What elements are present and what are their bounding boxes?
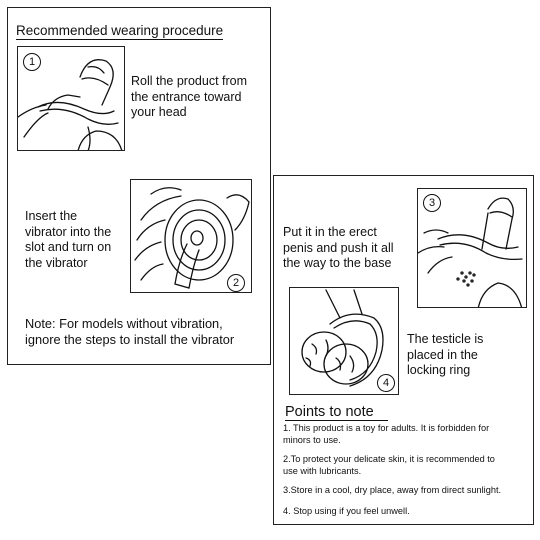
step1-illustration — [17, 46, 125, 151]
step3-number-badge: 3 — [423, 194, 441, 212]
step3-illustration — [417, 188, 527, 308]
step4-number-badge: 4 — [377, 374, 395, 392]
step4-illustration — [289, 287, 399, 395]
procedure-title — [16, 23, 223, 38]
procedure-title-text: Recommended wearing procedure — [16, 23, 224, 38]
step1-text: Roll the product from the entrance toward your head — [131, 74, 248, 119]
point-item-1: 1. This product is a toy for adults. It is forbidden for minors to use. — [283, 423, 490, 445]
right-instruction-panel — [273, 175, 534, 525]
step1-number-badge: 1 — [23, 53, 41, 71]
note-text: Note: For models without vibration, ignore the steps to install the vibrator — [25, 316, 235, 347]
point-item-3: 3.Store in a cool, dry place, away from direct sunlight. — [283, 485, 502, 495]
step2-illustration — [130, 179, 252, 293]
step4-text: The testicle is placed in the locking ring — [407, 332, 484, 377]
step2-text: Insert the vibrator into the slot and turn on the vibrator — [25, 209, 112, 270]
left-instruction-panel — [7, 7, 271, 365]
step2-number-badge: 2 — [227, 274, 245, 292]
point-item-4: 4. Stop using if you feel unwell. — [283, 506, 410, 516]
points-to-note-title: Points to note — [285, 404, 388, 421]
point-item-2: 2.To protect your delicate skin, it is recommended to use with lubricants. — [283, 454, 495, 476]
step3-text: Put it in the erect penis and push it all the way to the base — [283, 225, 394, 270]
